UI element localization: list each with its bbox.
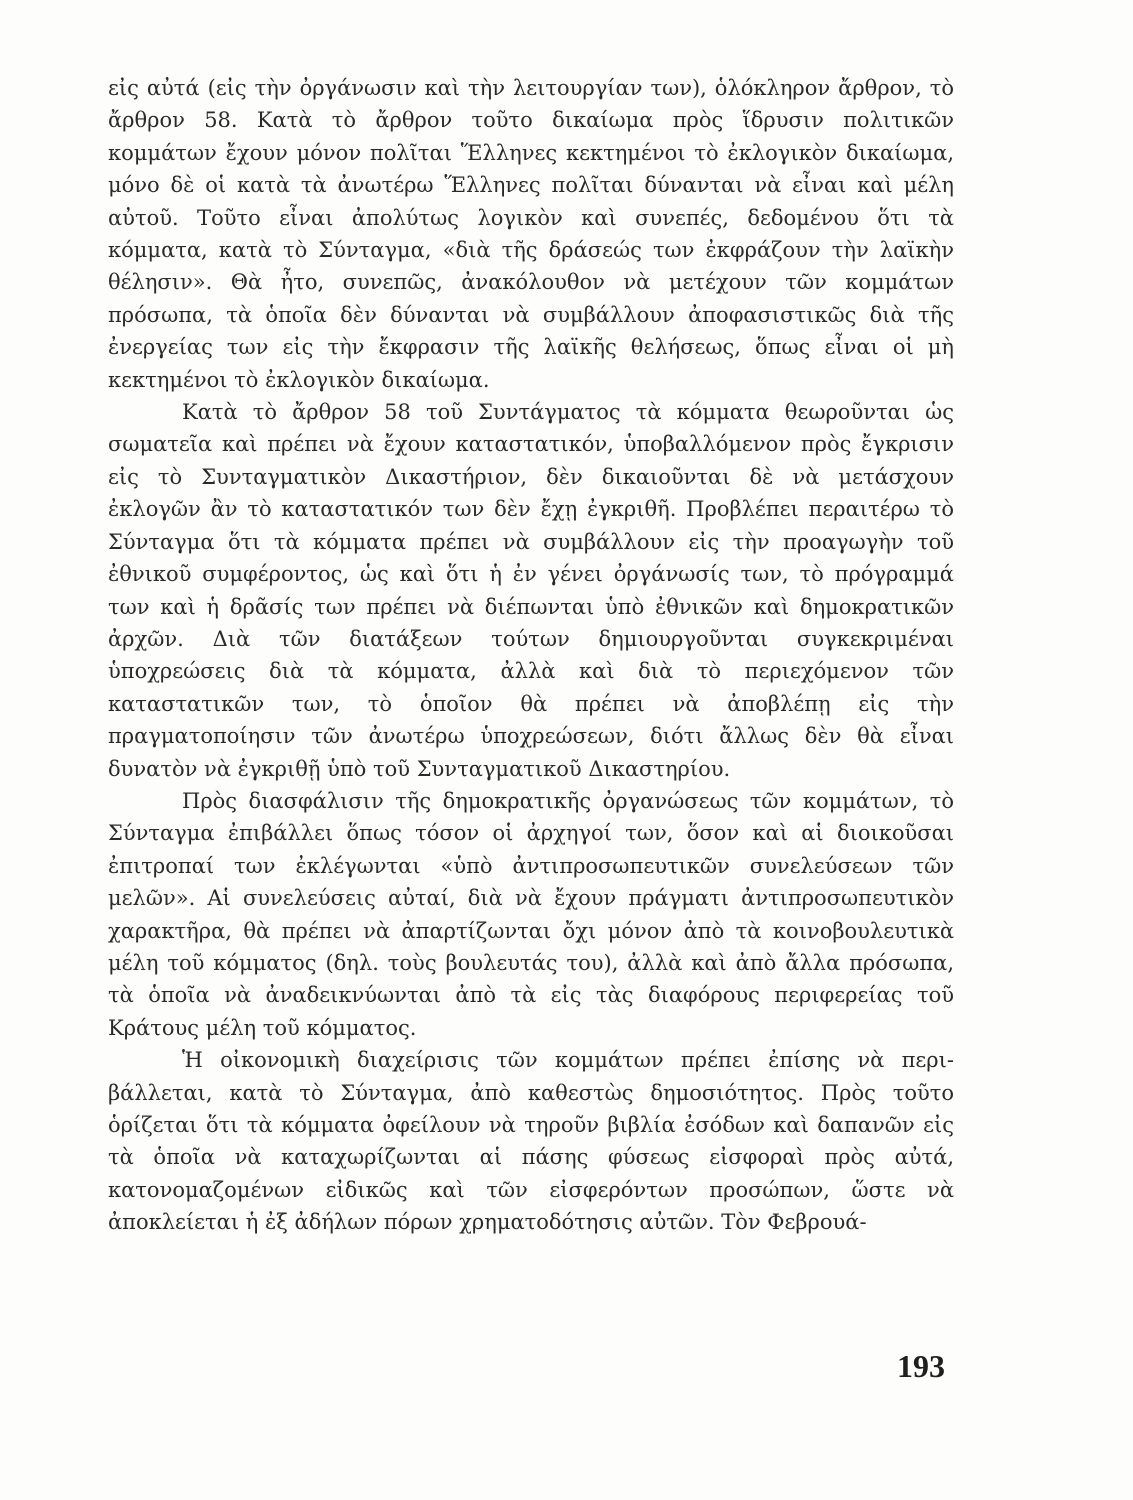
- paragraph-4: Ἡ οἰκονομικὴ διαχείρισις τῶν κομμάτων πρέπει ἐπίσης νὰ περιβάλλεται, κατὰ τὸ Σύνταγμα, ἀπὸ καθεστὼς δημοσιότητος. Πρὸς τοῦτο ὁρίζεται ὅτι τὰ κόμματα ὀφείλουν νὰ τηροῦν βιβλία ἐσόδων καὶ δαπανῶν εἰς τὰ ὁποῖα νὰ καταχωρίζωνται αἱ πάσης φύσεως εἰσφοραὶ πρὸς αὐτά, κατονομαζομένων εἰδικῶς καὶ τῶν εἰσφερόντων προσώπων, ὥστε νὰ ἀποκλείεται ἡ ἐξ ἀδήλων πόρων χρηματοδότησις αὐτῶν. Τὸν Φεβρουά-: [108, 1048, 954, 1235]
- body-text: [108, 72, 954, 1239]
- paragraph-1: εἰς αὐτά (εἰς τὴν ὀργάνωσιν καὶ τὴν λειτουργίαν των), ὁλόκληρον ἄρθρον, τὸ ἄρθρον 58. Κατὰ τὸ ἄρθρον τοῦτο δικαίωμα πρὸς ἵδρυσιν πολιτικῶν κομμάτων ἔχουν μόνον πολῖται Ἕλληνες κεκτημένοι τὸ ἐκλογικὸν δικαίωμα, μόνο δὲ οἱ κατὰ τὰ ἀνωτέρω Ἕλληνες πολῖται δύνανται νὰ εἶναι καὶ μέλη αὐτοῦ. Τοῦτο εἶναι ἀπολύτως λογικὸν καὶ συνεπές, δεδομένου ὅτι τὰ κόμματα, κατὰ τὸ Σύνταγμα, «διὰ τῆς δράσεώς των ἐκφράζουν τὴν λαϊκὴν θέλησιν». Θὰ ἦτο, συνεπῶς, ἀνακόλουθον νὰ μετέχουν τῶν κομμάτων πρόσωπα, τὰ ὁποῖα δὲν δύνανται νὰ συμβάλλουν ἀποφασιστικῶς διὰ τῆς ἐνεργείας των εἰς τὴν ἔκφρασιν τῆς λαϊκῆς θελήσεως, ὅπως εἶναι οἱ μὴ κεκτημένοι τὸ ἐκλογικὸν δικαίωμα.: [108, 76, 954, 392]
- page-number: 193: [897, 1348, 945, 1384]
- paragraph-3: Πρὸς διασφάλισιν τῆς δημοκρατικῆς ὀργανώσεως τῶν κομμάτων, τὸ Σύνταγμα ἐπιβάλλει ὅπως τόσον οἱ ἀρχηγοί των, ὅσον καὶ αἱ διοικοῦσαι ἐπιτροπαί των ἐκλέγωνται «ὑπὸ ἀντιπροσωπευτικῶν συνελεύσεων τῶν μελῶν». Αἱ συνελεύσεις αὐταί, διὰ νὰ ἔχουν πράγματι ἀντιπροσωπευτικὸν χαρακτῆρα, θὰ πρέπει νὰ ἀπαρτίζωνται ὄχι μόνον ἀπὸ τὰ κοινοβουλευτικὰ μέλη τοῦ κόμματος (δηλ. τοὺς βουλευτάς του), ἀλλὰ καὶ ἀπὸ ἄλλα πρόσωπα, τὰ ὁποῖα νὰ ἀναδεικνύωνται ἀπὸ τὰ εἰς τὰς διαφόρους περιφερείας τοῦ Κράτους μέλη τοῦ κόμματος.: [108, 788, 954, 1040]
- paragraph-2: Κατὰ τὸ ἄρθρον 58 τοῦ Συντάγματος τὰ κόμματα θεωροῦνται ὡς σωματεῖα καὶ πρέπει νὰ ἔχουν καταστατικόν, ὑποβαλλόμενον πρὸς ἔγκρισιν εἰς τὸ Συνταγματικὸν Δικαστήριον, δὲν δικαιοῦνται δὲ νὰ μετάσχουν ἐκλογῶν ἂν τὸ καταστατικόν των δὲν ἔχῃ ἐγκριθῆ. Προβλέπει περαιτέρω τὸ Σύνταγμα ὅτι τὰ κόμματα πρέπει νὰ συμβάλλουν εἰς τὴν προαγωγὴν τοῦ ἐθνικοῦ συμφέροντος, ὡς καὶ ὅτι ἡ ἐν γένει ὀργάνωσίς των, τὸ πρόγραμμά των καὶ ἡ δρᾶσίς των πρέπει νὰ διέπωνται ὑπὸ ἐθνικῶν καὶ δημοκρατικῶν ἀρχῶν. Διὰ τῶν διατάξεων τούτων δημιουργοῦνται συγκεκριμέναι ὑποχρεώσεις διὰ τὰ κόμματα, ἀλλὰ καὶ διὰ τὸ περιεχόμενον τῶν καταστατικῶν των, τὸ ὁποῖον θὰ πρέπει νὰ ἀποβλέπῃ εἰς τὴν πραγματοποίησιν τῶν ἀνωτέρω ὑποχρεώσεων, διότι ἄλλως δὲν θὰ εἶναι δυνατὸν νὰ ἐγκριθῇ ὑπὸ τοῦ Συνταγματικοῦ Δικαστηρίου.: [108, 400, 954, 781]
